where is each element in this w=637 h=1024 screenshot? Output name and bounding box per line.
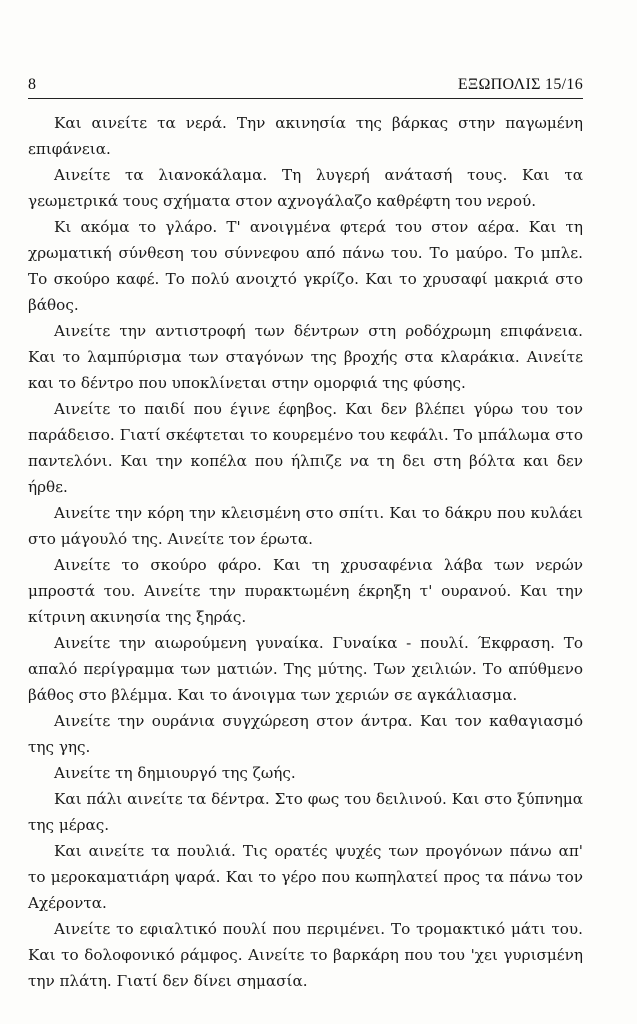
header-rule <box>28 98 583 99</box>
paragraph: Αινείτε την κόρη την κλεισμένη στο σπίτι. Και το δάκρυ που κυλάει στο μάγουλό της. Αινείτε τον έρωτα. <box>28 504 583 548</box>
paragraph: Κι ακόμα το γλάρο. Τ' ανοιγμένα φτερά του στον αέρα. Και τη χρωματική σύνθεση του σύννεφου από πάνω του. Το μαύρο. Το μπλε. Το σκούρο καφέ. Το πολύ ανοιχτό γκρίζο. Και το χρυσαφί μακριά στο βάθος. <box>28 218 583 314</box>
paragraph: Αινείτε τη δημιουργό της ζωής. <box>54 764 296 782</box>
paragraph: Αινείτε τα λιανοκάλαμα. Τη λυγερή ανάτασή τους. Και τα γεωμετρικά τους σχήματα στον αχνογάλαζο καθρέφτη του νερού. <box>28 166 583 210</box>
page-header <box>28 76 583 98</box>
body-text <box>28 110 583 994</box>
paragraph: Αινείτε την αντιστροφή των δέντρων στη ροδόχρωμη επιφάνεια. Και το λαμπύρισμα των σταγόνων της βροχής στα κλαράκια. Αινείτε και το δέντρο που υποκλίνεται στην ομορφιά της φύσης. <box>28 322 583 392</box>
paragraph: Αινείτε το παιδί που έγινε έφηβος. Και δεν βλέπει γύρω του τον παράδεισο. Γιατί σκέφτεται το κουρεμένο του κεφάλι. Το μπάλωμα στο παντελόνι. Και την κοπέλα που ήλπιζε να τη δει στη βόλτα και δεν ήρθε. <box>28 400 583 496</box>
paragraph: Αινείτε την ουράνια συγχώρεση στον άντρα. Και τον καθαγιασμό της γης. <box>28 712 583 756</box>
paragraph: Και πάλι αινείτε τα δέντρα. Στο φως του δειλινού. Και στο ξύπνημα της μέρας. <box>28 790 583 834</box>
paragraph: Και αινείτε τα νερά. Την ακινησία της βάρκας στην παγωμένη επιφάνεια. <box>28 114 583 158</box>
page-number: 8 <box>28 76 36 93</box>
paragraph: Και αινείτε τα πουλιά. Τις ορατές ψυχές των προγόνων πάνω απ' το μεροκαματιάρη ψαρά. Και το γέρο που κωπηλατεί προς τα πάνω τον Αχέροντα. <box>28 842 583 912</box>
paragraph: Αινείτε το σκούρο φάρο. Και τη χρυσαφένια λάβα των νερών μπροστά του. Αινείτε την πυρακτωμένη έκρηξη τ' ουρανού. Και την κίτρινη ακινησία της ξηράς. <box>28 556 583 626</box>
paragraph: Αινείτε το εφιαλτικό πουλί που περιμένει. Το τρομακτικό μάτι του. Και το δολοφονικό ράμφος. Αινείτε το βαρκάρη που του 'χει γυρισμένη την πλάτη. Γιατί δεν δίνει σημασία. <box>28 920 583 990</box>
running-title: ΕΞΩΠΟΛΙΣ 15/16 <box>457 76 583 93</box>
paragraph: Αινείτε την αιωρούμενη γυναίκα. Γυναίκα - πουλί. Έκφραση. Το απαλό περίγραμμα των ματιών. Της μύτης. Των χειλιών. Το απύθμενο βάθος στο βλέμμα. Και το άνοιγμα των χεριών σε αγκάλιασμα. <box>28 634 583 704</box>
